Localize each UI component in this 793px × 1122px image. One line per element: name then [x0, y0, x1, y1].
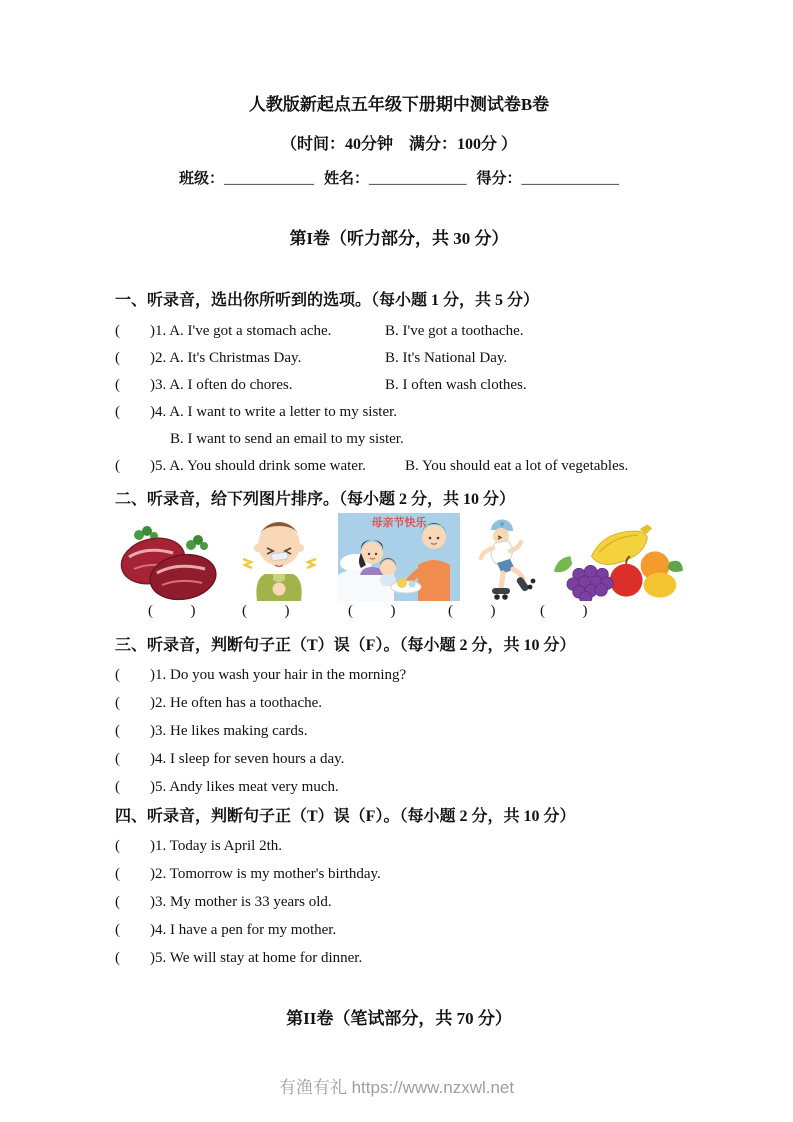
answer-bracket: ( )3.: [115, 723, 167, 739]
sick-boy-picture: [237, 515, 322, 601]
option-a: A. You should drink some water.: [169, 458, 366, 474]
watermark-footer: 有渔有礼 https://www.nzxwl.net: [278, 1078, 515, 1097]
answer-bracket: ( )2.: [115, 350, 167, 366]
page-title: 人教版新起点五年级下册期中测试卷B卷: [248, 95, 550, 114]
answer-bracket: ( )4.: [115, 751, 167, 767]
section1-heading: 一、听录音，选出你所听到的选项。（每小题 1 分，共 5 分）: [115, 292, 540, 309]
question-text: I have a pen for my mother.: [170, 922, 337, 938]
score-blank: _____________: [521, 171, 620, 187]
part1-heading: 第I卷（听力部分，共 30 分）: [289, 229, 509, 248]
name-label: 姓名：: [323, 171, 369, 187]
student-info-row: [115, 167, 683, 188]
answer-bracket: ( )2.: [115, 866, 167, 882]
class-blank: ____________: [223, 171, 314, 187]
answer-bracket: ( )2.: [115, 695, 167, 711]
option-b: B. I often wash clothes.: [385, 377, 527, 393]
section2-heading: 二、听录音，给下列图片排序。（每小题 2 分，共 10 分）: [115, 491, 516, 508]
part2-heading: 第II卷（笔试部分，共 70 分）: [286, 1009, 512, 1028]
question-text: He often has a toothache.: [170, 695, 323, 711]
mothers-day-picture: [338, 513, 460, 601]
question-item: [115, 888, 683, 916]
answer-bracket: ( )1.: [115, 838, 167, 854]
question-item: [115, 345, 683, 372]
section1-items: [115, 318, 683, 480]
answer-bracket: ( ): [242, 603, 290, 619]
picture-row: [115, 513, 683, 601]
time-score-subtitle: （时间：40分钟 满分：100分 ）: [280, 136, 517, 153]
answer-bracket: ( )4.: [115, 404, 167, 420]
option-a: A. I want to write a letter to my sister.: [169, 404, 398, 420]
question-item: [115, 372, 683, 399]
answer-bracket: ( ): [448, 603, 496, 619]
question-text: I sleep for seven hours a day.: [170, 751, 345, 767]
mothers-day-caption: 母亲节快乐: [371, 517, 427, 529]
option-b: B. It's National Day.: [385, 350, 508, 366]
question-text: Andy likes meat very much.: [169, 779, 339, 795]
question-item: [115, 832, 683, 860]
option-a: A. It's Christmas Day.: [169, 350, 302, 366]
option-b: B. I've got a toothache.: [385, 323, 524, 339]
name-blank: _____________: [369, 171, 467, 187]
answer-bracket: ( ): [348, 603, 396, 619]
answer-bracket: ( )1.: [115, 667, 167, 683]
question-item: [115, 944, 683, 972]
option-b: B. You should eat a lot of vegetables.: [405, 458, 629, 474]
section4-heading: 四、听录音，判断句子正（T）误（F）。（每小题 2 分，共 10 分）: [115, 808, 576, 825]
answer-bracket: ( )5.: [115, 950, 167, 966]
section3-items: [115, 661, 683, 801]
question-item: [115, 453, 683, 480]
roller-skating-picture: [477, 515, 537, 601]
question-item: [115, 860, 683, 888]
question-text: Today is April 2th.: [169, 838, 283, 854]
question-text: He likes making cards.: [170, 723, 308, 739]
question-text: Do you wash your hair in the morning?: [170, 667, 407, 683]
question-item: [115, 689, 683, 717]
question-text: Tomorrow is my mother's birthday.: [169, 866, 381, 882]
question-item: [115, 399, 683, 426]
answer-bracket: ( )5.: [115, 779, 167, 795]
answer-bracket: ( )4.: [115, 922, 167, 938]
section3-heading: 三、听录音，判断句子正（T）误（F）。（每小题 2 分，共 10 分）: [115, 637, 576, 654]
answer-bracket: ( ): [540, 603, 588, 619]
question-text: We will stay at home for dinner.: [169, 950, 363, 966]
option-a: A. I've got a stomach ache.: [169, 323, 332, 339]
fruits-picture: [553, 521, 683, 601]
question-item: [115, 773, 683, 801]
question-item: [115, 916, 683, 944]
option-b: B. I want to send an email to my sister.: [170, 431, 404, 447]
answer-bracket: ( )3.: [115, 894, 167, 910]
answer-bracket: ( )5.: [115, 458, 167, 474]
meat-picture: [115, 523, 220, 601]
option-a: A. I often do chores.: [169, 377, 293, 393]
question-item: [115, 717, 683, 745]
answer-bracket: ( )1.: [115, 323, 167, 339]
question-item: [115, 661, 683, 689]
question-item: [115, 318, 683, 345]
question-item: [115, 745, 683, 773]
question-item-continuation: [115, 426, 683, 453]
answer-bracket: ( )3.: [115, 377, 167, 393]
score-label: 得分：: [476, 171, 522, 187]
question-text: My mother is 33 years old.: [170, 894, 332, 910]
class-label: 班级：: [178, 171, 224, 187]
answer-bracket: ( ): [148, 603, 196, 619]
picture-answer-brackets: [115, 603, 683, 627]
section4-items: [115, 832, 683, 972]
